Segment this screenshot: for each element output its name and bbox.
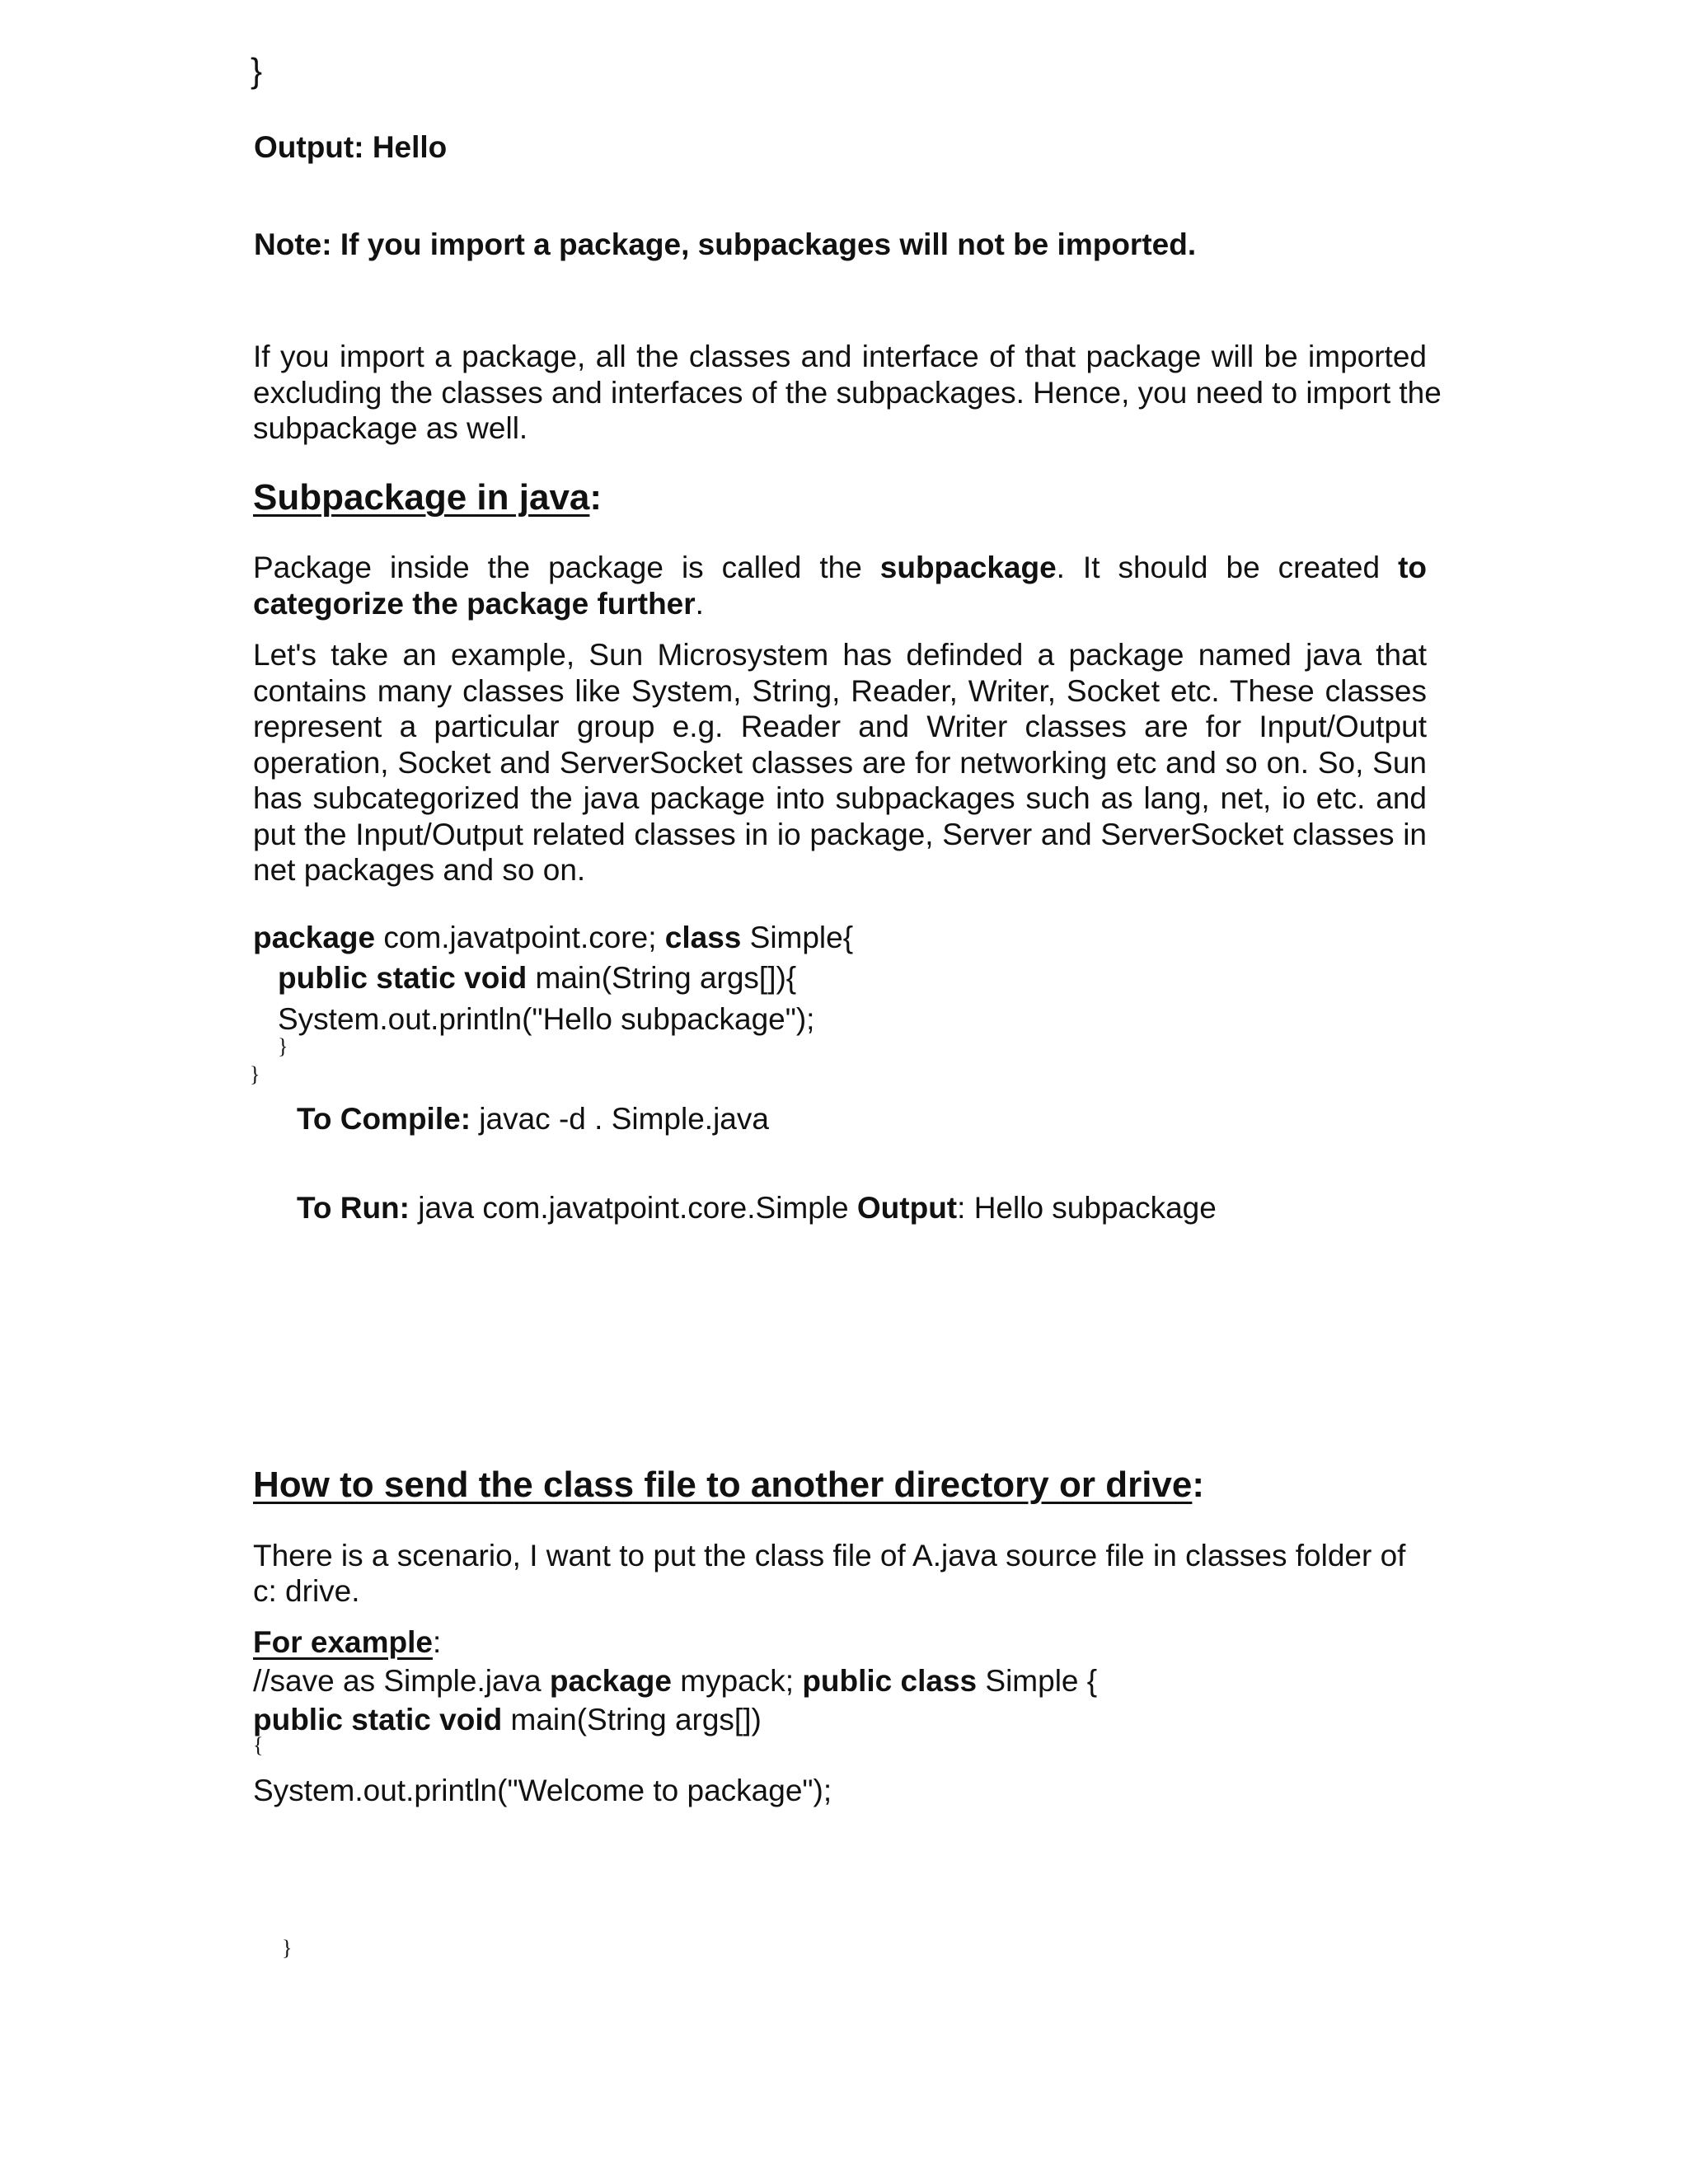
code1-close-inner: } <box>278 1034 288 1058</box>
subpackage-heading <box>253 476 602 519</box>
compile-label: To Compile: <box>297 1102 471 1136</box>
run-output-label: Output <box>856 1191 958 1225</box>
definition-line-1 <box>253 550 1427 586</box>
code1-line-1 <box>253 920 853 955</box>
definition-emph1: to <box>1398 551 1427 584</box>
code2-comment: //save as Simple.java <box>253 1664 550 1698</box>
run-output-value: : Hello subpackage <box>957 1191 1217 1225</box>
example-line-2: contains many classes like System, String, Reader, Writer, Socket etc. These classes <box>253 673 1427 708</box>
code1-pkg-name: com.javatpoint.core; <box>375 921 665 954</box>
scenario-line-1: There is a scenario, I want to put the class file of A.java source file in classes folder of <box>253 1539 1406 1572</box>
run-label: To Run: <box>297 1191 410 1225</box>
code1-close-outer: } <box>250 1062 260 1086</box>
subpackage-heading-colon: : <box>589 477 603 518</box>
code1-kw-psv: public static void <box>278 961 528 995</box>
scenario-line-2: c: drive. <box>253 1574 360 1608</box>
code1-class-name: Simple{ <box>741 921 854 954</box>
intro-paragraph <box>253 339 1442 447</box>
example-line-3: represent a particular group e.g. Reader and Writer classes are for Input/Output <box>253 710 1427 743</box>
code2-pkg-name: mypack; <box>671 1664 803 1698</box>
compile-line <box>297 1101 769 1137</box>
for-example-colon: : <box>432 1625 442 1659</box>
note-text: Note: If you import a package, subpackages will not be imported. <box>254 227 1197 261</box>
intro-line-3: subpackage as well. <box>253 411 528 445</box>
definition-part2: . It should be created <box>1056 551 1399 584</box>
code2-kw-public-class: public class <box>802 1664 978 1698</box>
send-class-heading-colon: : <box>1192 1465 1205 1505</box>
example-line-6: put the Input/Output related classes in io package, Server and ServerSocket classes in <box>253 817 1427 851</box>
code2-line-1 <box>253 1663 1097 1699</box>
code2-line-2 <box>253 1702 762 1737</box>
example-paragraph <box>253 637 1427 888</box>
subpackage-heading-title: Subpackage in java <box>253 477 590 518</box>
top-closing-brace: } <box>251 51 263 90</box>
send-class-heading-title: How to send the class file to another directory or drive <box>253 1465 1193 1505</box>
definition-emph2: categorize the package further <box>253 586 696 621</box>
code1-line-2 <box>278 960 796 996</box>
example-line-4: operation, Socket and ServerSocket classes are for networking etc and so on. So, Sun <box>253 745 1427 780</box>
output-hello: Output: Hello <box>254 130 448 164</box>
code1-line-3: System.out.println("Hello subpackage"); <box>278 1002 815 1036</box>
definition-term: subpackage <box>879 551 1057 584</box>
code2-class-name: Simple { <box>977 1664 1098 1698</box>
code2-println: System.out.println("Welcome to package"); <box>253 1774 832 1807</box>
code1-kw-class: class <box>664 921 742 954</box>
compile-command: javac -d . Simple.java <box>471 1102 769 1136</box>
send-class-heading <box>253 1464 1204 1507</box>
definition-part1: Package inside the package is called the <box>253 551 880 584</box>
definition-paragraph <box>253 550 1427 621</box>
code1-main-sig: main(String args[]){ <box>527 961 797 995</box>
run-line <box>297 1190 1217 1226</box>
for-example-label <box>253 1624 441 1660</box>
intro-line-1: If you import a package, all the classes and interface of that package will be imported <box>253 340 1427 373</box>
for-example-text: For example <box>253 1625 433 1659</box>
definition-line-2 <box>253 586 1427 622</box>
example-line-7: net packages and so on. <box>253 853 586 887</box>
code2-close-brace: } <box>282 1936 293 1960</box>
code2-main-sig: main(String args[]) <box>502 1703 762 1736</box>
run-command: java com.javatpoint.core.Simple <box>409 1191 857 1225</box>
code2-kw-psv: public static void <box>253 1703 503 1736</box>
code1-kw-package: package <box>253 921 376 954</box>
code2-open-brace: { <box>253 1733 264 1757</box>
example-line-5: has subcategorized the java package into subpackages such as lang, net, io etc. and <box>253 781 1427 815</box>
definition-end: . <box>695 586 704 621</box>
intro-line-2: excluding the classes and interfaces of the subpackages. Hence, you need to import the <box>253 375 1442 410</box>
example-line-1: Let's take an example, Sun Microsystem has definded a package named java that <box>253 638 1427 672</box>
code2-kw-package: package <box>549 1664 672 1698</box>
